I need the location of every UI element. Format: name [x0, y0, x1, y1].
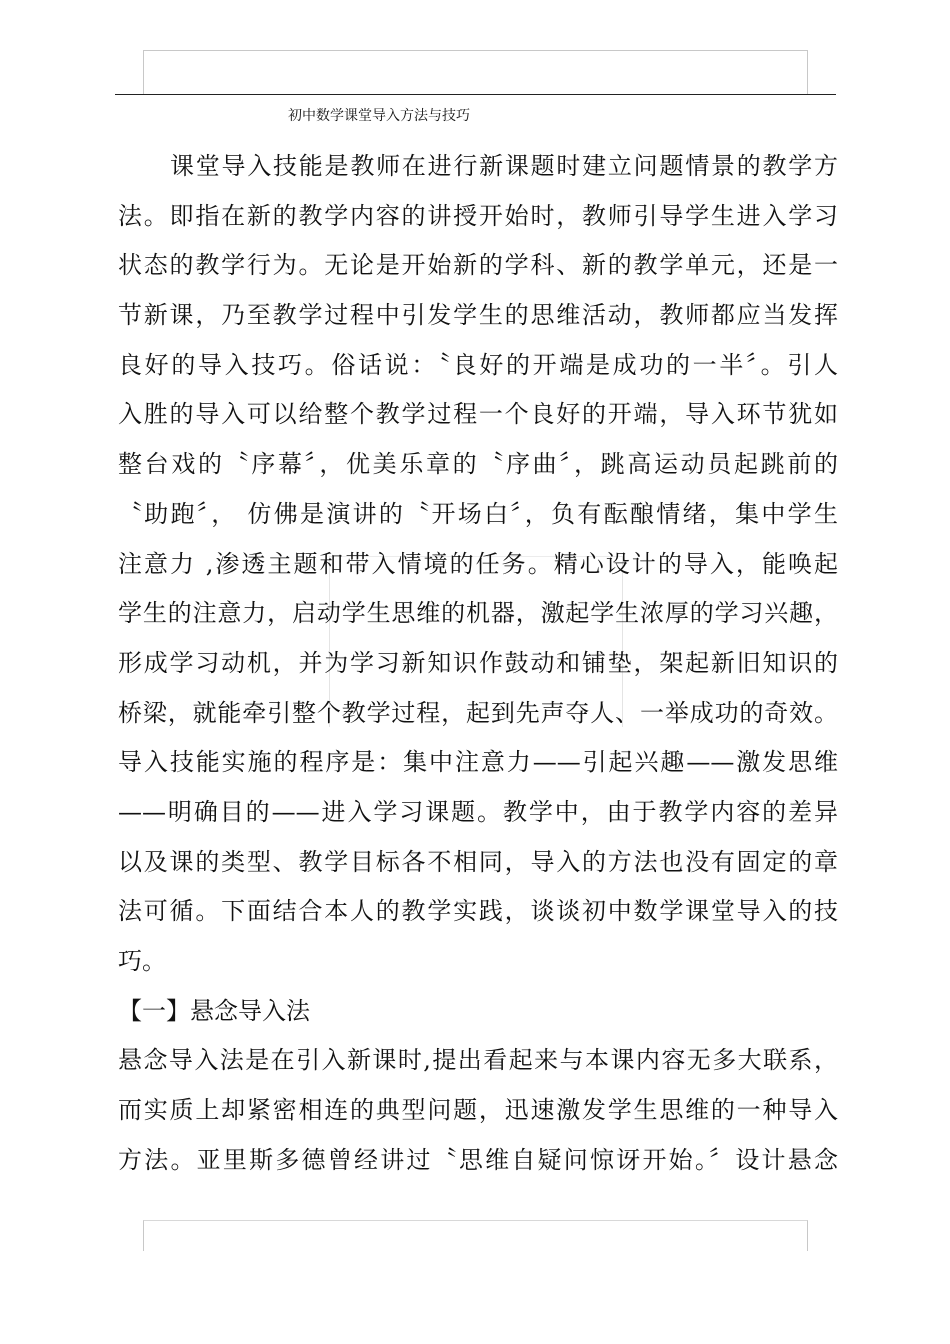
body-line: 注意力 ,渗透主题和带入情境的任务。精心设计的导入，能唤起	[118, 549, 838, 578]
body-line: 巧。	[118, 947, 166, 975]
body-line: 良好的导入技巧。俗话说：〝良好的开端是成功的一半〞。引人	[118, 350, 838, 379]
body-line: 整台戏的〝序幕〞，优美乐章的〝序曲〞，跳高运动员起跳前的	[118, 450, 838, 479]
body-line: 〝助跑〞， 仿佛是演讲的〝开场白〞，负有酝酿情绪，集中学生	[118, 499, 838, 528]
body-line: 学生的注意力，启动学生思维的机器，激起学生浓厚的学习兴趣，	[118, 599, 838, 628]
body-line: 方法。亚里斯多德曾经讲过〝思维自疑问惊讶开始。〞设计悬念	[118, 1145, 838, 1174]
body-line: 课堂导入技能是教师在进行新课题时建立问题情景的教学方	[170, 152, 838, 180]
body-line: 悬念导入法是在引入新课时,提出看起来与本课内容无多大联系，	[118, 1046, 838, 1075]
body-line: ——明确目的——进入学习课题。教学中，由于教学内容的差异	[118, 797, 838, 826]
body-line: 法可循。下面结合本人的教学实践，谈谈初中数学课堂导入的技	[118, 897, 838, 926]
body-line: 以及课的类型、教学目标各不相同，导入的方法也没有固定的章	[118, 847, 838, 876]
page-bottom-frame	[143, 1220, 808, 1251]
body-line: 法。即指在新的教学内容的讲授开始时，教师引导学生进入学习	[118, 201, 838, 230]
body-line: 桥梁，就能牵引整个教学过程，起到先声夺人、一举成功的奇效。	[118, 698, 838, 727]
section-heading: 【一】悬念导入法	[118, 996, 310, 1025]
body-line: 形成学习动机，并为学习新知识作鼓动和铺垫，架起新旧知识的	[118, 648, 838, 677]
body-line: 节新课，乃至教学过程中引发学生的思维活动，教师都应当发挥	[118, 301, 838, 330]
body-line: 入胜的导入可以给整个教学过程一个良好的开端，导入环节犹如	[118, 400, 838, 429]
body-line: 导入技能实施的程序是：集中注意力——引起兴趣——激发思维	[118, 748, 838, 777]
document-body	[118, 142, 838, 1185]
header-title: 初中数学课堂导入方法与技巧	[288, 108, 470, 124]
page-top-frame	[143, 50, 808, 95]
header-rule	[115, 94, 836, 95]
body-line: 状态的教学行为。无论是开始新的学科、新的教学单元，还是一	[118, 251, 838, 280]
body-line: 而实质上却紧密相连的典型问题，迅速激发学生思维的一种导入	[118, 1096, 838, 1125]
